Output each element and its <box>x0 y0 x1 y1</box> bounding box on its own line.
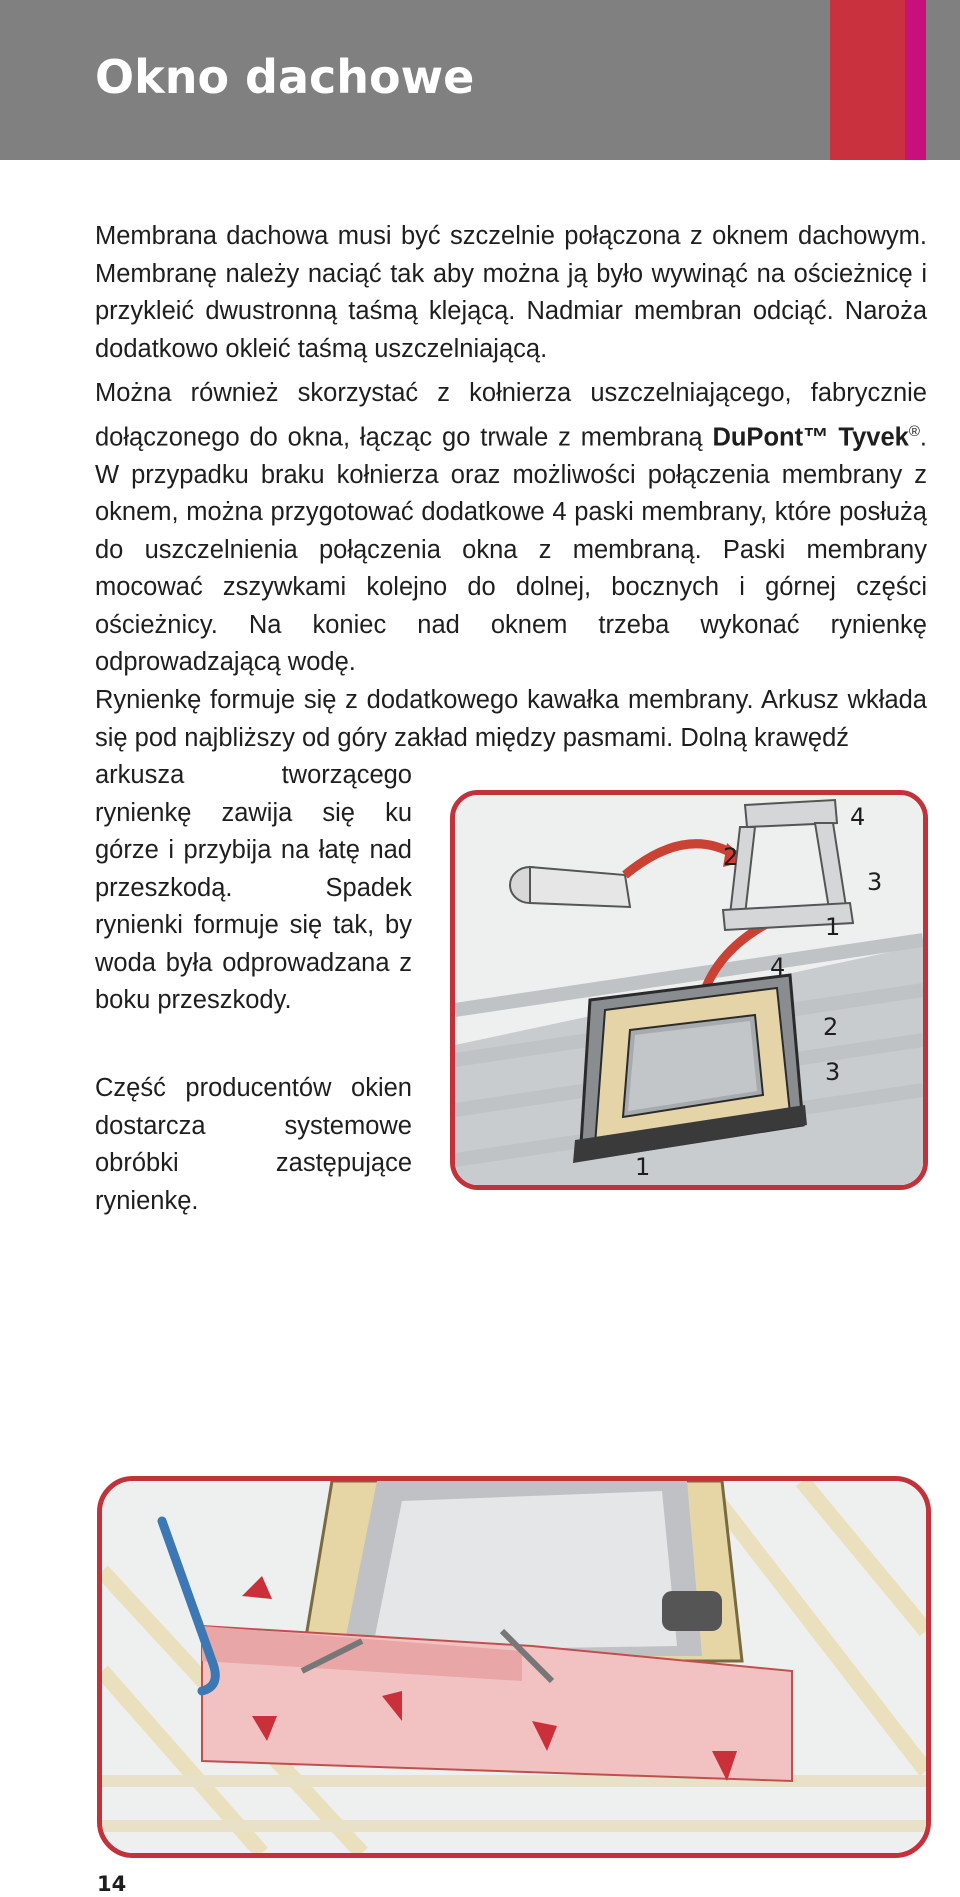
paragraph-gutter-wide: Rynienkę formuje się z dodatkowego kawałka membrany. Arkusz wkłada się pod najbliższy od góry zakład między pasmami. Dolną krawędź <box>95 686 927 752</box>
illustration-window-strips <box>455 795 923 1185</box>
paragraph-sealing-collar-end: . W przypadku braku kołnierza oraz możliwości połączenia membrany z oknem, można przygotować dodatkowe 4 paski membrany, które posłużą do uszczelnienia połączenia okna z membraną. Paski membrany mocować zszywkami kolejno do dolnej, bocznych i górnej części ościeżnicy. Na koniec nad oknem trzeba wykonać rynienkę odprowadzającą wodę. <box>95 423 927 676</box>
paragraph-membrane-connection: Membrana dachowa musi być szczelnie połączona z oknem dachowym. Membranę należy naciąć tak aby można ją było wywinąć na ościeżnicę i przykleić dwustronną taśmą klejącą. Nadmiar membran odciąć. Naroża dodatkowo okleić taśmą uszczelniającą. <box>95 222 927 363</box>
registered-mark: ® <box>908 422 920 440</box>
page-number: 14 <box>97 1872 127 1896</box>
figure-window-membrane-strips <box>450 790 928 1190</box>
window-frame-gutter <box>302 1481 742 1661</box>
membrane-roll <box>510 867 630 907</box>
label-strip-4-window: 4 <box>770 953 786 981</box>
paragraph-gutter-narrow: arkusza tworzącego rynienkę zawija się ku górze i przybija na łatę nad przeszkodą. Spadek rynienki formuje się tak, by woda była odprowadzana z boku przeszkody. <box>95 761 412 1014</box>
label-strip-2-top: 2 <box>723 843 739 871</box>
stapler-tool <box>662 1591 722 1631</box>
paragraph-sealing-collar-start: Można również skorzystać z kołnierza uszczelniającego, fabrycznie dołączonego do okna, łącząc go trwale z membraną <box>95 379 927 451</box>
figure-gutter-forming <box>97 1476 931 1858</box>
paragraph-sealing-collar <box>95 375 927 682</box>
header-band <box>0 0 960 160</box>
illustration-gutter <box>102 1481 926 1853</box>
brand-name: DuPont™ Tyvek <box>712 423 909 451</box>
paragraph-system-flashing: Część producentów okien dostarcza systemowe obróbki zastępujące rynienkę. <box>95 1074 412 1215</box>
label-strip-3-window: 3 <box>825 1058 841 1086</box>
label-strip-2-window: 2 <box>823 1013 839 1041</box>
label-strip-1-top: 1 <box>825 913 841 941</box>
label-strip-1-window: 1 <box>635 1153 651 1181</box>
label-strip-3-top: 3 <box>867 868 883 896</box>
page-title: Okno dachowe <box>95 50 475 104</box>
header-accent-magenta <box>905 0 926 160</box>
label-strip-4-top: 4 <box>850 803 866 831</box>
